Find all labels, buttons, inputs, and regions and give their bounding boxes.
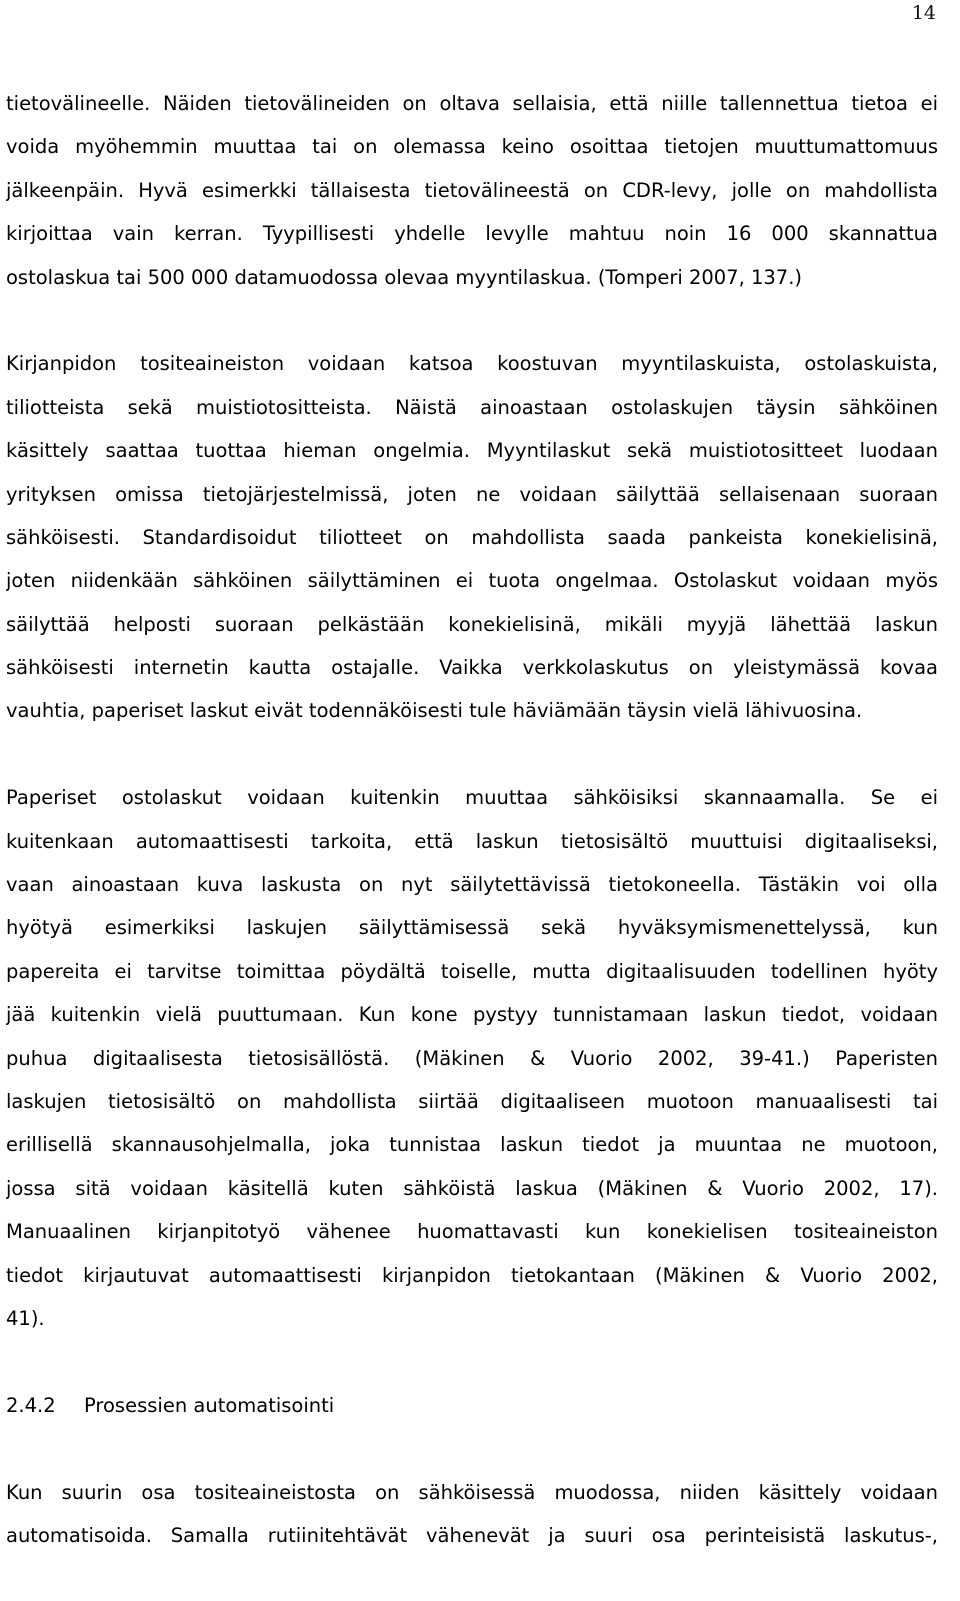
text-line: hyötyä esimerkiksi laskujen säilyttämisessä sekä hyväksymismenettelyssä, kun — [6, 916, 938, 940]
section-heading — [6, 1384, 938, 1427]
paragraph-3 — [6, 776, 938, 1340]
text-line: erillisellä skannausohjelmalla, joka tunnistaa laskun tiedot ja muuntaa ne muotoon, — [6, 1133, 938, 1157]
text-line: tiedot kirjautuvat automaattisesti kirjanpidon tietokantaan (Mäkinen & Vuorio 2002, — [6, 1263, 938, 1287]
text-line: Paperiset ostolaskut voidaan kuitenkin muuttaa sähköisiksi skannaamalla. Se ei — [6, 786, 938, 810]
page-number: 14 — [911, 2, 936, 24]
text-line: puhua digitaalisesta tietosisällöstä. (Mäkinen & Vuorio 2002, 39-41.) Paperisten — [6, 1046, 938, 1070]
text-line: 41). — [6, 1306, 45, 1330]
text-line: vaan ainoastaan kuva laskusta on nyt säilytettävissä tietokoneella. Tästäkin voi olla — [6, 873, 938, 897]
text-line: sähköisesti. Standardisoidut tiliotteet on mahdollista saada pankeista konekielisinä, — [6, 525, 938, 549]
section-number: 2.4.2 — [6, 1393, 56, 1417]
paragraph-spacer — [6, 299, 938, 342]
text-line: jää kuitenkin vielä puuttumaan. Kun kone pystyy tunnistamaan laskun tiedot, voidaan — [6, 1003, 938, 1027]
paragraph-spacer — [6, 733, 938, 776]
text-line: joten niidenkään sähköinen säilyttäminen ei tuota ongelmaa. Ostolaskut voidaan myös — [6, 569, 938, 593]
text-line: kuitenkaan automaattisesti tarkoita, että laskun tietosisältö muuttuisi digitaaliseksi, — [6, 829, 938, 853]
text-line: Manuaalinen kirjanpitotyö vähenee huomattavasti kun konekielisen tositeaineiston — [6, 1220, 938, 1244]
text-line: yrityksen omissa tietojärjestelmissä, joten ne voidaan säilyttää sellaisenaan suoraan — [6, 482, 938, 506]
text-line: ostolaskua tai 500 000 datamuodossa olevaa myyntilaskua. (Tomperi 2007, 137.) — [6, 265, 803, 289]
text-line: vauhtia, paperiset laskut eivät todennäköisesti tule häviämään täysin vielä lähivuosina. — [6, 699, 863, 723]
text-line: säilyttää helposti suoraan pelkästään konekielisinä, mikäli myyjä lähettää laskun — [6, 612, 938, 636]
text-line: Kirjanpidon tositeaineiston voidaan katsoa koostuvan myyntilaskuista, ostolaskuista, — [6, 352, 938, 376]
text-line: käsittely saattaa tuottaa hieman ongelmia. Myyntilaskut sekä muistiotositteet luodaan — [6, 439, 938, 463]
paragraph-spacer — [6, 1340, 938, 1383]
paragraph-2 — [6, 342, 938, 733]
paragraph-4 — [6, 1471, 938, 1558]
text-line: tiliotteista sekä muistiotositteista. Näistä ainoastaan ostolaskujen täysin sähköinen — [6, 395, 938, 419]
text-line: papereita ei tarvitse toimittaa pöydältä toiselle, mutta digitaalisuuden todellinen hyöty — [6, 959, 938, 983]
document-body — [6, 82, 938, 1557]
text-line: jossa sitä voidaan käsitellä kuten sähköistä laskua (Mäkinen & Vuorio 2002, 17). — [6, 1176, 938, 1200]
text-line: jälkeenpäin. Hyvä esimerkki tällaisesta tietovälineestä on CDR-levy, jolle on mahdollista — [6, 178, 938, 202]
text-line: tietovälineelle. Näiden tietovälineiden on oltava sellaisia, että niille tallennettua tietoa ei — [6, 92, 938, 115]
text-line: Kun suurin osa tositeaineistosta on sähköisessä muodossa, niiden käsittely voidaan — [6, 1480, 938, 1504]
section-title: Prosessien automatisointi — [84, 1393, 335, 1417]
text-line: automatisoida. Samalla rutiinitehtävät vähenevät ja suuri osa perinteisistä laskutus-, — [6, 1523, 938, 1547]
paragraph-spacer — [6, 1427, 938, 1470]
text-line: sähköisesti internetin kautta ostajalle. Vaikka verkkolaskutus on yleistymässä kovaa — [6, 656, 938, 680]
text-line: kirjoittaa vain kerran. Tyypillisesti yhdelle levylle mahtuu noin 16 000 skannattua — [6, 222, 938, 246]
text-line: laskujen tietosisältö on mahdollista siirtää digitaaliseen muotoon manuaalisesti tai — [6, 1089, 938, 1113]
text-line: voida myöhemmin muuttaa tai on olemassa keino osoittaa tietojen muuttumattomuus — [6, 135, 938, 159]
paragraph-1 — [6, 82, 938, 299]
